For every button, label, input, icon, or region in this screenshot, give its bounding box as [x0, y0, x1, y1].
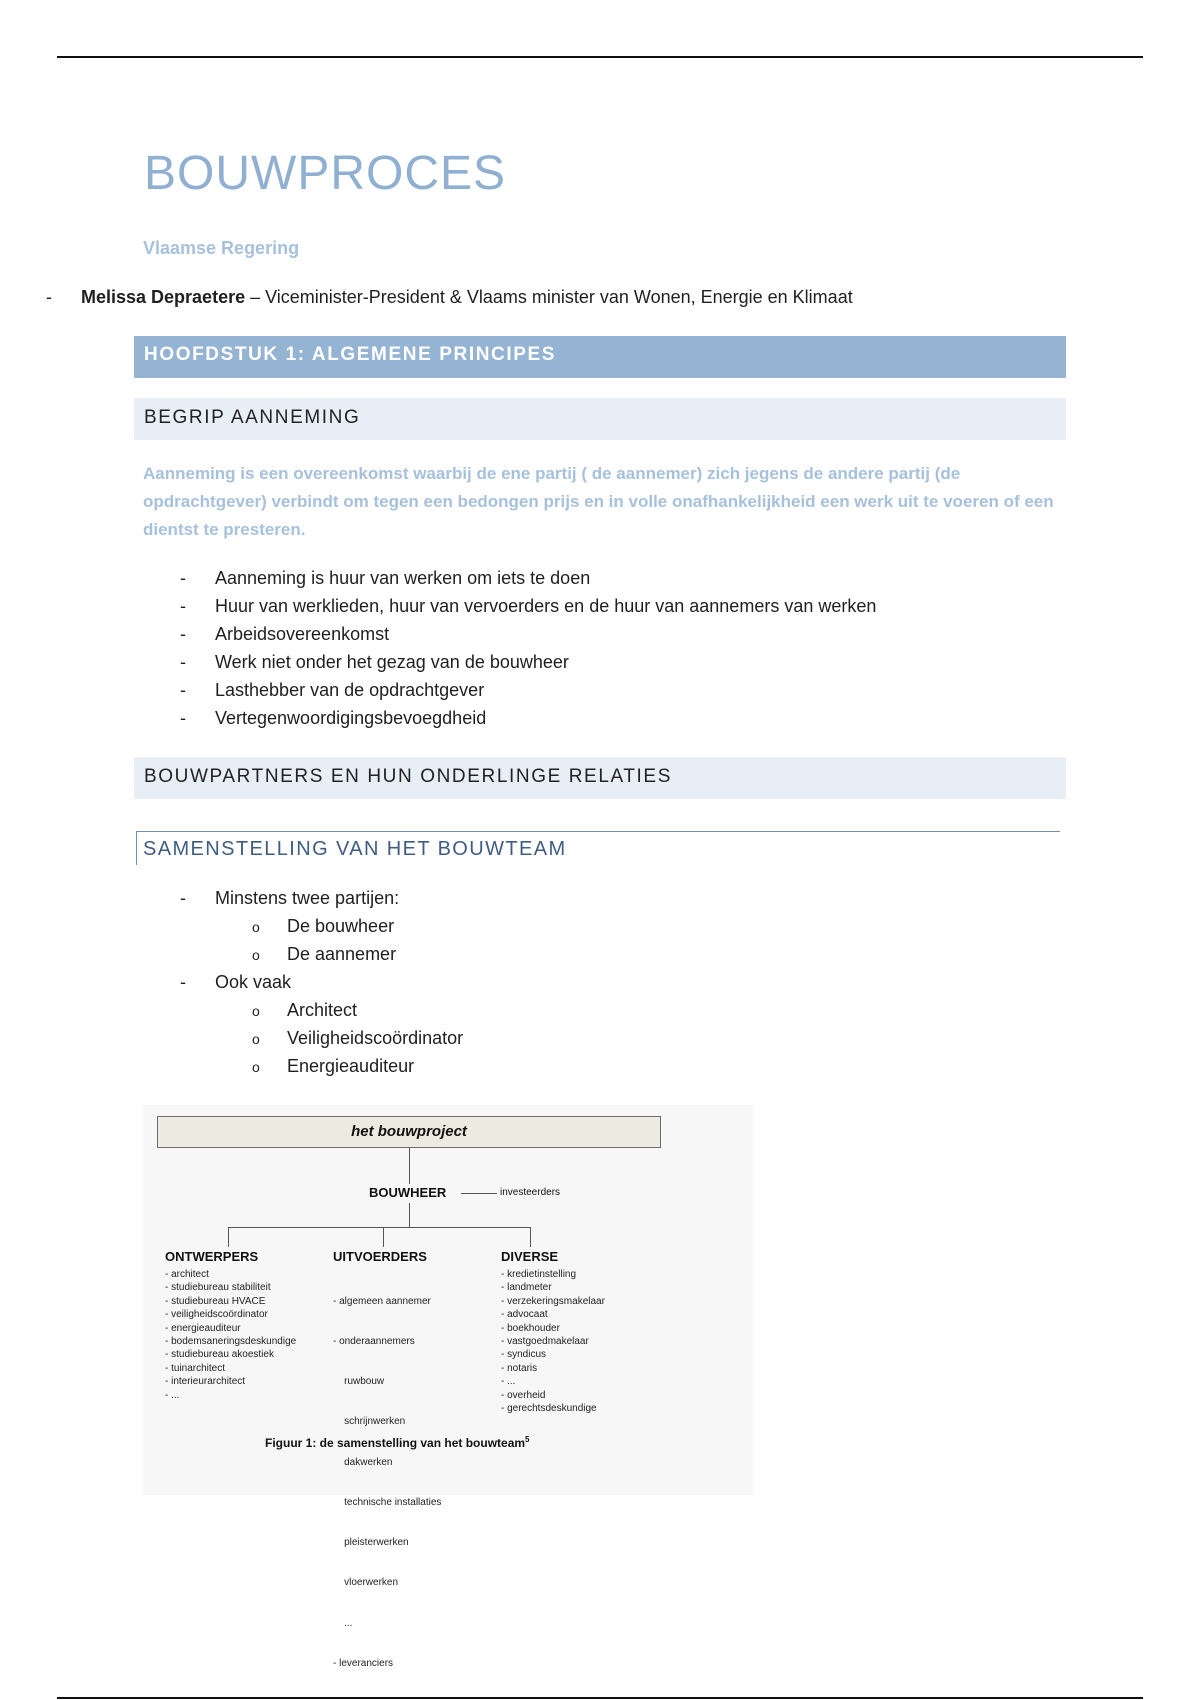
figure-list-item: - bodemsaneringsdeskundige — [165, 1336, 297, 1348]
figure-list-item: - studiebureau stabiliteit — [165, 1282, 271, 1294]
figure-list-item: - studiebureau akoestiek — [165, 1349, 274, 1361]
figure-list-item: - boekhouder — [501, 1322, 560, 1334]
figure-column-list — [165, 1268, 296, 1402]
figure-list-item: - interieurarchitect — [165, 1376, 246, 1388]
sublist-item: o De aannemer — [134, 940, 463, 968]
figure-column-list — [333, 1268, 441, 1697]
minister-name: Melissa Depraetere — [81, 287, 246, 307]
figure-list-item: ruwbouw — [333, 1376, 385, 1388]
bouwteam-list — [134, 884, 463, 1080]
figure-list-item: schrijnwerken — [333, 1416, 406, 1428]
figure-connector — [409, 1148, 410, 1184]
list-item-label: Minstens twee partijen: — [215, 888, 400, 908]
list-item: - Lasthebber van de opdrachtgever — [134, 676, 876, 704]
sublist — [134, 996, 463, 1080]
figure-column-list — [501, 1268, 605, 1415]
figure-list-item: - tuinarchitect — [165, 1362, 226, 1374]
figure-list-item: - verzekeringsmakelaar — [501, 1295, 605, 1307]
figure-connector — [228, 1227, 530, 1228]
section-heading-bouwpartners: BOUWPARTNERS EN HUN ONDERLINGE RELATIES — [134, 757, 1066, 799]
list-item-label: Ook vaak — [215, 972, 292, 992]
top-rule — [57, 56, 1143, 58]
definition-text: Aanneming is een overeenkomst waarbij de ene partij ( de aannemer) zich jegens de andere partij (de opdrachtgever) verbindt om tegen een bedongen prijs en in volle onafhankelijkheid een werk uit te voeren of een dientst te presteren. — [143, 464, 1054, 539]
figure-list-item: - veiligheidscoördinator — [165, 1309, 268, 1321]
list-item: - Huur van werklieden, huur van vervoerders en de huur van aannemers van werken — [134, 592, 876, 620]
figure-list-item: technische installaties — [333, 1496, 442, 1508]
figure-list-item: - studiebureau HVACE — [165, 1295, 266, 1307]
minister-list — [0, 283, 853, 311]
figure-connector — [461, 1193, 497, 1194]
figure-list-item: - syndicus — [501, 1349, 547, 1361]
figure-list-item: - onderaannemers — [333, 1336, 415, 1348]
sublist — [134, 912, 463, 968]
figure-side-note: investeerders — [500, 1187, 561, 1198]
figure-list-item: dakwerken — [333, 1456, 393, 1468]
bouwteam-figure — [143, 1105, 753, 1669]
figure-column-title: UITVOERDERS — [333, 1249, 427, 1264]
figure-list-item: - architect — [165, 1269, 209, 1280]
figure-list-item: - kredietinstelling — [501, 1269, 577, 1280]
list-item — [134, 884, 463, 912]
figure-list-item: ... — [333, 1617, 353, 1629]
figure-column-title: ONTWERPERS — [165, 1249, 259, 1264]
figure-list-item: - ... — [501, 1376, 516, 1388]
figure-list-item: - algemeen aannemer — [333, 1295, 431, 1307]
sublist-container — [134, 996, 463, 1080]
begrip-bullets — [134, 564, 876, 732]
list-item: - Vertegenwoordigingsbevoegdheid — [134, 704, 876, 732]
sublist-item: o Energieauditeur — [134, 1052, 463, 1080]
figure-list-item: - gerechtsdeskundige — [501, 1403, 597, 1415]
sublist-container — [134, 912, 463, 968]
figure-list-item: pleisterwerken — [333, 1537, 409, 1549]
figure-caption-text: Figuur 1: de samenstelling van het bouwteam — [265, 1436, 526, 1450]
figure-list-item: vloerwerken — [333, 1577, 399, 1589]
figure-list-item: - ... — [165, 1389, 180, 1401]
figure-list-item: - advocaat — [501, 1309, 548, 1321]
organization-label: Vlaamse Regering — [143, 238, 300, 258]
sublist-item: o Veiligheidscoördinator — [134, 1024, 463, 1052]
minister-role: – Viceminister-President & Vlaams minister van Wonen, Energie en Klimaat — [245, 287, 853, 307]
minister-item — [0, 283, 853, 311]
figure-connector — [409, 1203, 410, 1227]
sublist-item: o Architect — [134, 996, 463, 1024]
figure-caption-footnote: 5 — [525, 1435, 530, 1444]
figure-list-item: - leveranciers — [333, 1657, 394, 1669]
figure-connector — [228, 1227, 229, 1247]
figure-center-label: BOUWHEER — [369, 1185, 447, 1200]
list-item: - Aanneming is huur van werken om iets te doen — [134, 564, 876, 592]
bottom-rule — [57, 1697, 1143, 1699]
figure-list-item: - overheid — [501, 1389, 546, 1401]
sublist-item: o De bouwheer — [134, 912, 463, 940]
chapter-heading: HOOFDSTUK 1: ALGEMENE PRINCIPES — [134, 336, 1066, 378]
figure-caption — [265, 1435, 530, 1450]
list-item: - Arbeidsovereenkomst — [134, 620, 876, 648]
figure-connector — [383, 1227, 384, 1247]
figure-list-item: - landmeter — [501, 1282, 552, 1294]
page-title: BOUWPROCES — [144, 147, 507, 200]
figure-column-title: DIVERSE — [501, 1249, 559, 1264]
figure-top-box: het bouwproject — [157, 1116, 661, 1148]
list-item: - Werk niet onder het gezag van de bouwheer — [134, 648, 876, 676]
section-heading-begrip: BEGRIP AANNEMING — [134, 398, 1066, 440]
figure-list-item: - notaris — [501, 1362, 538, 1374]
figure-list-item: - vastgoedmakelaar — [501, 1336, 589, 1348]
figure-list-item: - energieauditeur — [165, 1322, 241, 1334]
subsection-heading-bouwteam: SAMENSTELLING VAN HET BOUWTEAM — [136, 831, 1060, 865]
list-item — [134, 968, 463, 996]
figure-connector — [530, 1227, 531, 1247]
